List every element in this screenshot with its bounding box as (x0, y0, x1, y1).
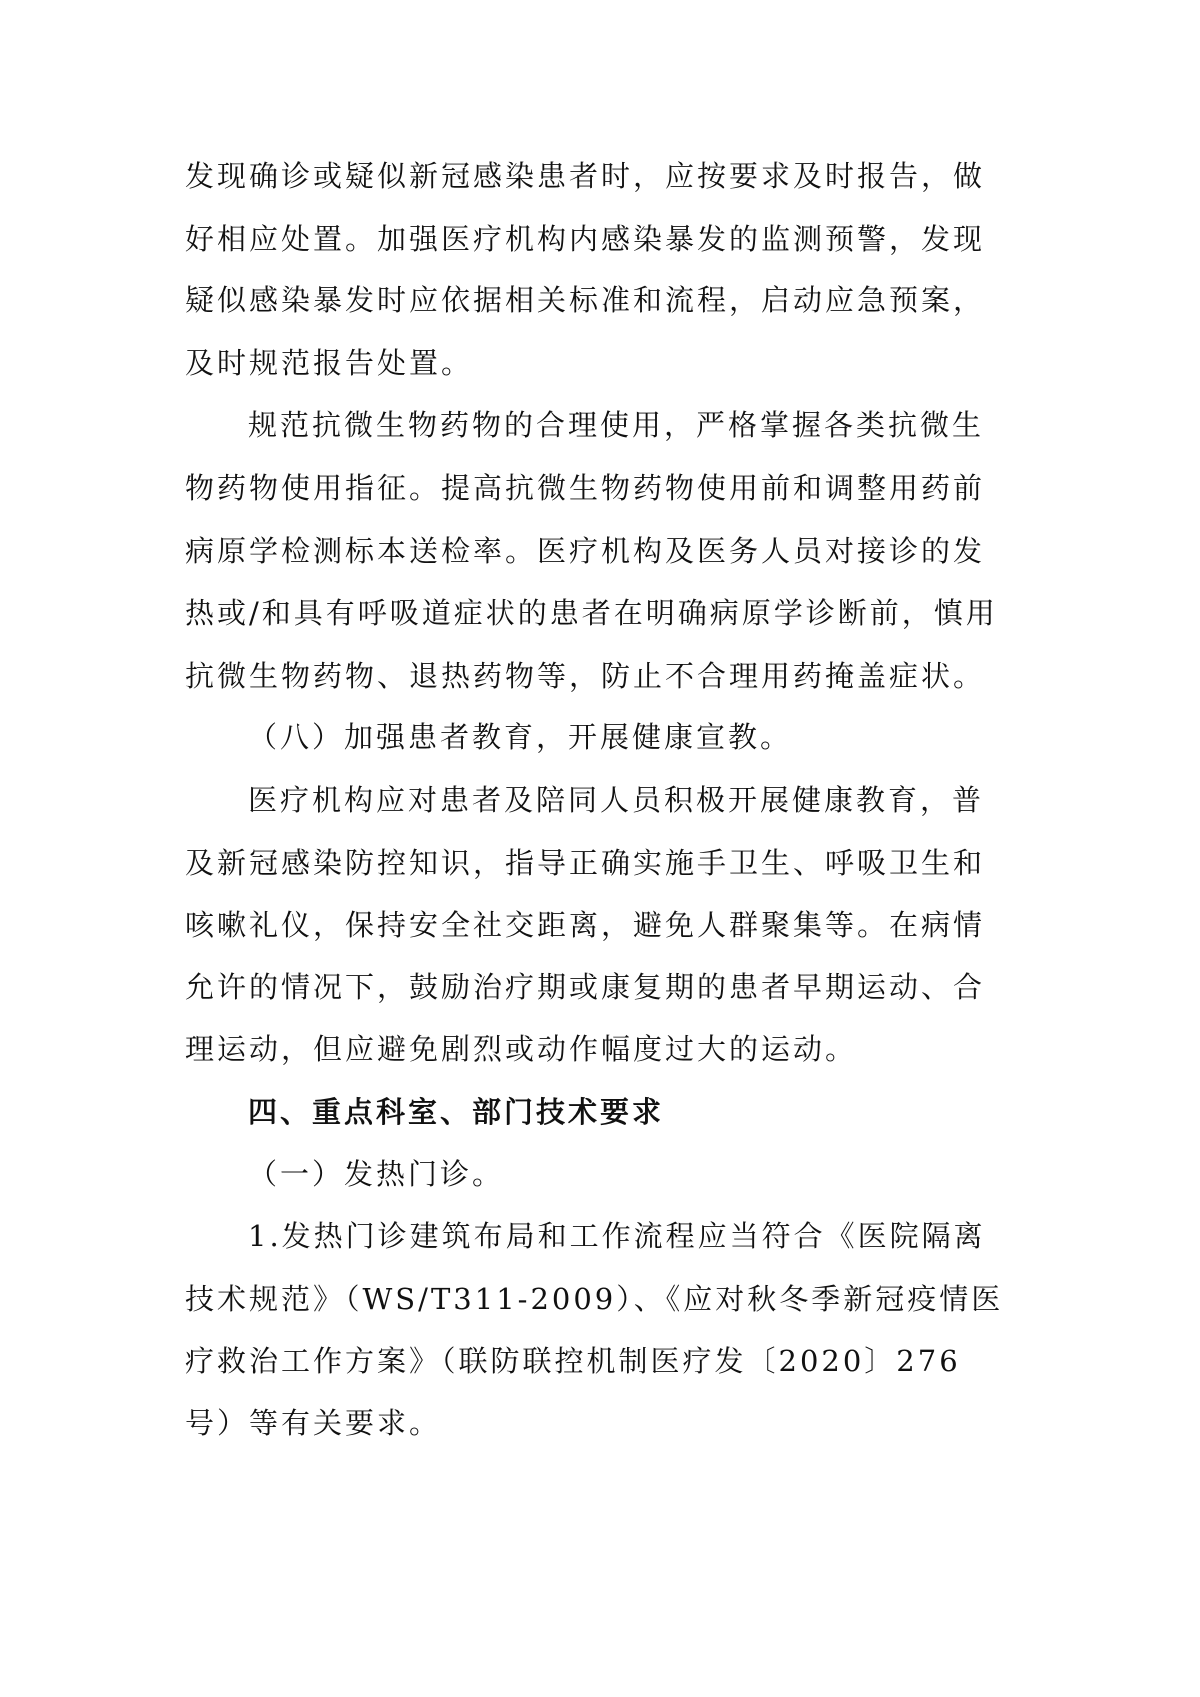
paragraph-line: 物药物使用指征。提高抗微生物药物使用前和调整用药前 (185, 471, 986, 505)
paragraph-line: 技术规范》（WS/T311-2009）、《应对秋冬季新冠疫情医 (185, 1282, 1004, 1316)
paragraph-line: 1.发热门诊建筑布局和工作流程应当符合《医院隔离 (248, 1219, 986, 1253)
paragraph-line: 发现确诊或疑似新冠感染患者时，应按要求及时报告，做 (185, 159, 986, 193)
section-subheading: （八）加强患者教育，开展健康宣教。 (248, 720, 793, 754)
section-heading: 四、重点科室、部门技术要求 (248, 1095, 665, 1129)
section-subheading: （一）发热门诊。 (248, 1157, 505, 1191)
paragraph-line: 疑似感染暴发时应依据相关标准和流程，启动应急预案， (185, 283, 986, 317)
paragraph-line: 病原学检测标本送检率。医疗机构及医务人员对接诊的发 (185, 534, 986, 568)
paragraph-line: 咳嗽礼仪，保持安全社交距离，避免人群聚集等。在病情 (185, 908, 986, 942)
paragraph-line: 好相应处置。加强医疗机构内感染暴发的监测预警，发现 (185, 222, 986, 256)
paragraph-line: 热或/和具有呼吸道症状的患者在明确病原学诊断前，慎用 (185, 596, 998, 630)
paragraph-line: 理运动，但应避免剧烈或动作幅度过大的运动。 (185, 1032, 858, 1066)
paragraph-line: 允许的情况下，鼓励治疗期或康复期的患者早期运动、合 (185, 970, 986, 1004)
paragraph-line: 医疗机构应对患者及陪同人员积极开展健康教育，普 (248, 783, 985, 817)
paragraph-line: 及时规范报告处置。 (185, 346, 474, 380)
paragraph-line: 及新冠感染防控知识，指导正确实施手卫生、呼吸卫生和 (185, 846, 986, 880)
paragraph-line: 疗救治工作方案》（联防联控机制医疗发〔2020〕276 (185, 1344, 961, 1378)
paragraph-line: 抗微生物药物、退热药物等，防止不合理用药掩盖症状。 (185, 659, 986, 693)
paragraph-line: 规范抗微生物药物的合理使用，严格掌握各类抗微生 (248, 408, 985, 442)
paragraph-line: 号）等有关要求。 (185, 1406, 442, 1440)
